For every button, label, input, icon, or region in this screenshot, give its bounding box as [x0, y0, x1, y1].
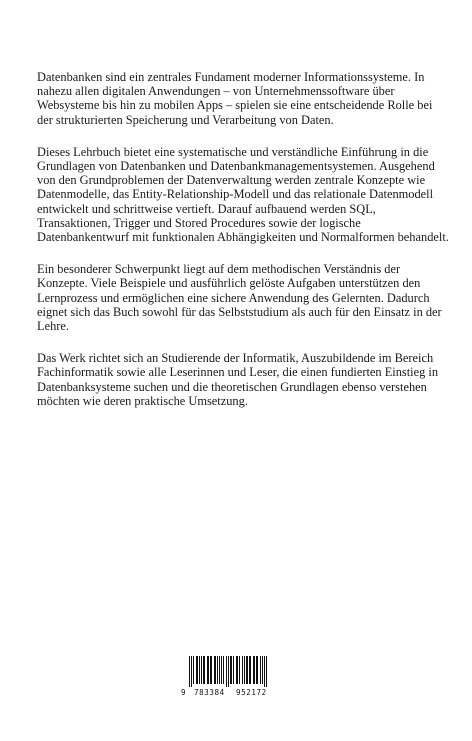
barcode-bar	[221, 656, 222, 684]
barcode-bar	[217, 656, 218, 684]
barcode-digit-first: 9	[181, 688, 186, 697]
barcode-digits	[181, 687, 277, 698]
barcode-bar	[262, 656, 263, 684]
barcode-digits-right: 952172	[236, 688, 267, 697]
barcode-digits-left: 783384	[194, 688, 225, 697]
blurb-paragraph-4: Das Werk richtet sich an Studierende der Informatik, Auszubildende im Bereich Fachinformatik sowie alle Leserinnen und Leser, die einen fundierten Einstieg in Datenbanksysteme suchen und die theoretischen Grundlagen ebenso verstehen möchten wie deren praktische Umsetzung.	[37, 351, 439, 408]
barcode-bars	[181, 656, 277, 687]
barcode-bar	[203, 656, 205, 684]
barcode-bar	[264, 656, 265, 687]
barcode-bar	[193, 656, 194, 684]
barcode-bar	[226, 656, 227, 687]
barcode-bar	[266, 656, 267, 687]
barcode-bar	[246, 656, 248, 684]
barcode-bar	[239, 656, 240, 684]
barcode-bar	[196, 656, 198, 684]
barcode-bar	[201, 656, 202, 684]
barcode-bar	[189, 656, 190, 687]
barcode-bar	[228, 656, 229, 687]
blurb-paragraph-3: Ein besonderer Schwerpunkt liegt auf dem methodischen Verständnis der Konzepte. Viele Beispiele und ausführlich gelöste Aufgaben unterstützen den Lernprozess und ermöglichen eine sichere Anwendung des Gelernten. Dadurch eignet sich das Buch sowohl für das Selbststudium als auch für den Einsatz in der Lehre.	[37, 262, 442, 334]
barcode-bar	[236, 656, 238, 684]
blurb-text	[37, 70, 449, 426]
isbn-barcode	[181, 656, 277, 698]
barcode-bar	[244, 656, 245, 684]
barcode-bar	[256, 656, 258, 684]
barcode-bar	[210, 656, 212, 684]
barcode-bar	[253, 656, 255, 684]
barcode-bar	[242, 656, 243, 684]
barcode-bar	[207, 656, 209, 684]
barcode-bar	[214, 656, 216, 684]
barcode-bar	[230, 656, 232, 684]
barcode-bar	[249, 656, 251, 684]
barcode-bar	[260, 656, 261, 684]
barcode-bar	[199, 656, 200, 684]
barcode-bar	[219, 656, 220, 684]
blurb-paragraph-2: Dieses Lehrbuch bietet eine systematische und verständliche Einführung in die Grundlagen von Datenbanken und Datenbankmanagementsystemen. Ausgehend von den Grundproblemen der Datenverwaltung werden zentrale Konzepte wie Datenmodelle, das Entity-Relationship-Modell und das relationale Datenmodell entwickelt und schrittweise vertieft. Darauf aufbauend werden SQL, Transaktionen, Trigger und Stored Procedures sowie der logische Datenbankentwurf mit funktionalen Abhängigkeiten und Normalformen behandelt.	[37, 144, 449, 245]
barcode-bar	[191, 656, 192, 687]
blurb-paragraph-1: Datenbanken sind ein zentrales Fundament moderner Informationssysteme. In nahezu allen digitalen Anwendungen – von Unternehmenssoftware über Websysteme bis hin zu mobilen Apps – spielen sie eine entscheidende Rolle bei der strukturierten Speicherung und Verarbeitung von Daten.	[37, 70, 433, 127]
barcode-bar	[233, 656, 234, 684]
barcode-bar	[223, 656, 224, 684]
